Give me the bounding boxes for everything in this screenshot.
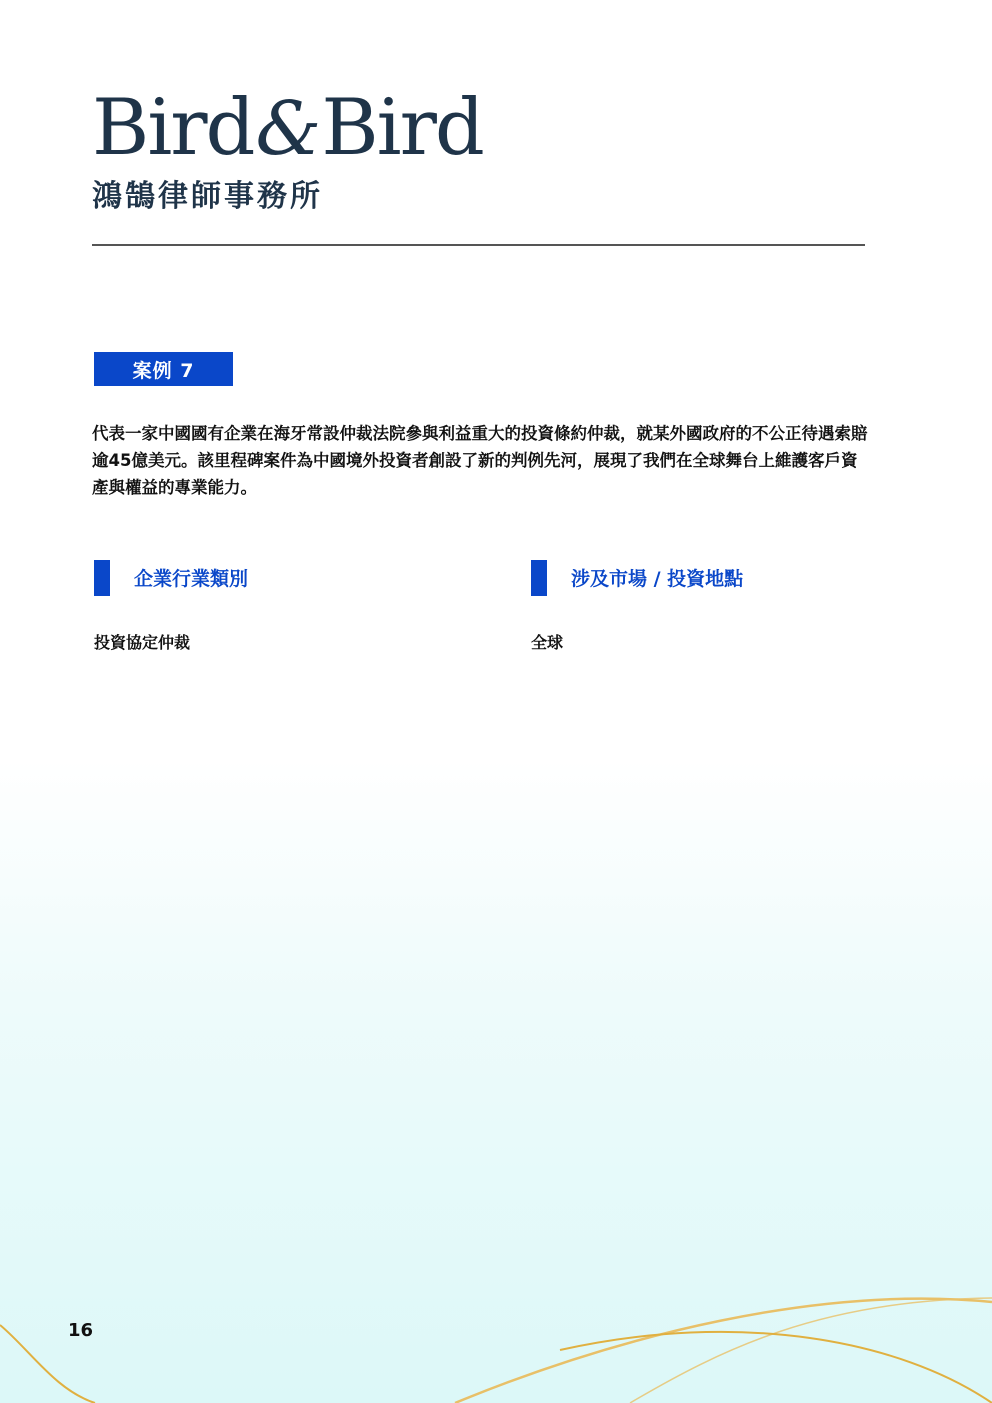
wave-line (560, 1332, 992, 1403)
page-number: 16 (68, 1320, 94, 1341)
industry-title: 企業行業類別 (134, 568, 249, 590)
decorative-waves (0, 1240, 992, 1403)
market-value: 全球 (531, 633, 564, 652)
wave-line (455, 1299, 992, 1403)
wave-line (630, 1298, 992, 1403)
bird-and-bird-logo (92, 83, 483, 215)
market-title: 涉及市場 / 投資地點 (571, 568, 744, 590)
industry-value: 投資協定仲裁 (94, 633, 191, 652)
logo-left-word: Bird (92, 83, 254, 173)
section-accent-bar (94, 560, 110, 596)
logo-chinese-name: 鴻鵠律師事務所 (92, 179, 323, 214)
logo-ampersand: & (255, 86, 320, 172)
case-badge: 案例 7 (94, 352, 233, 386)
case-description: 代表一家中國國有企業在海牙常設仲裁法院參與利益重大的投資條約仲裁，就某外國政府的不公正待遇索賠逾45億美元。該里程碑案件為中國境外投資者創設了新的判例先河，展現了我們在全球舞台上維護客戶資產與權益的專業能力。 (92, 424, 868, 497)
logo-right-word: Bird (321, 83, 483, 173)
logo-wordmark (92, 83, 483, 173)
header-divider (92, 244, 865, 246)
section-accent-bar (531, 560, 547, 596)
